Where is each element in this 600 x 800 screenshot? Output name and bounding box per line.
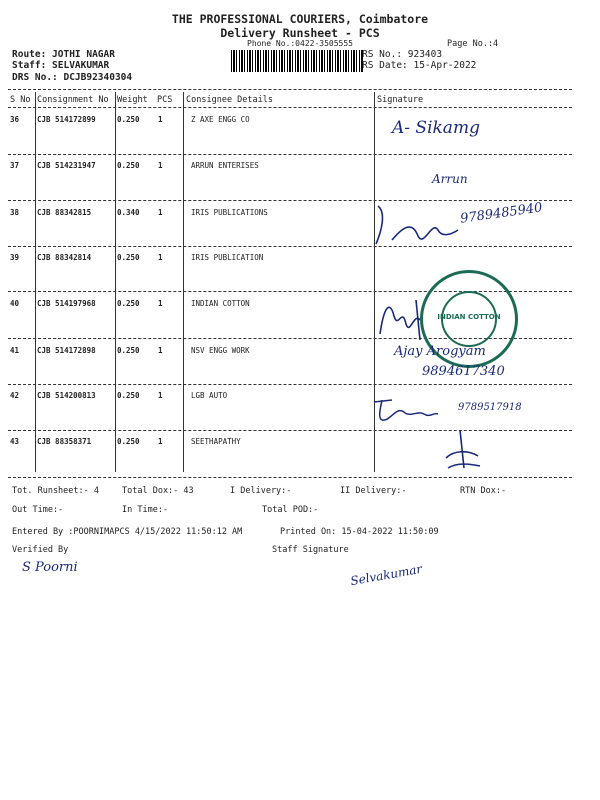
row-pcs: 1 [158, 391, 163, 400]
printed-on: Printed On: 15-04-2022 11:50:09 [280, 527, 439, 537]
row-weight: 0.340 [117, 208, 140, 217]
row-pcs: 1 [158, 253, 163, 262]
column-header-consignee: Consignee Details [186, 95, 273, 105]
row-rule [8, 154, 572, 155]
staff-signature: Selvakumar [349, 561, 424, 589]
signature-row-36: A- Sikamg [392, 118, 480, 138]
column-divider [115, 92, 116, 472]
total-runsheet: Tot. Runsheet:- 4 [12, 486, 99, 496]
row-weight: 0.250 [117, 253, 140, 262]
row-weight: 0.250 [117, 161, 140, 170]
row-consignee: INDIAN COTTON [191, 299, 250, 308]
row-sno: 39 [10, 253, 20, 262]
route: Route: JOTHI NAGAR [12, 49, 115, 60]
row-consignment: CJB 88342815 [37, 208, 92, 217]
row-pcs: 1 [158, 437, 163, 446]
phone-number: Phone No.:0422-3505555 [247, 39, 353, 48]
row-rule [8, 430, 572, 431]
total-dox: Total Dox:- 43 [122, 486, 194, 496]
row-sno: 38 [10, 208, 20, 217]
row-consignee: IRIS PUBLICATION [191, 253, 264, 262]
row-pcs: 1 [158, 208, 163, 217]
row-consignment: CJB 514197968 [37, 299, 96, 308]
row-pcs: 1 [158, 161, 163, 170]
row-rule [8, 384, 572, 385]
column-header-weight: Weight [117, 95, 148, 105]
row-consignment: CJB 88342814 [37, 253, 92, 262]
signature-row-37: Arrun [432, 172, 468, 186]
rs-number: RS No.: 923403 [362, 49, 443, 60]
row-weight: 0.250 [117, 299, 140, 308]
row-consignment: CJB 514172898 [37, 346, 96, 355]
document-title: Delivery Runsheet - PCS [220, 26, 380, 40]
row-consignment: CJB 514200813 [37, 391, 96, 400]
row-consignment: CJB 514172899 [37, 115, 96, 124]
row-consignee: SEETHAPATHY [191, 437, 241, 446]
staff: Staff: SELVAKUMAR [12, 60, 110, 71]
verified-by-signature: S Poorni [22, 560, 78, 575]
i-delivery: I Delivery:- [230, 486, 292, 496]
row-sno: 36 [10, 115, 20, 124]
stamp-text: INDIAN COTTON [437, 313, 501, 321]
row-consignee: Z AXE ENGG CO [191, 115, 250, 124]
page-number: Page No.:4 [447, 39, 499, 49]
row-consignment: CJB 88358371 [37, 437, 92, 446]
row-weight: 0.250 [117, 115, 140, 124]
row-sno: 43 [10, 437, 20, 446]
in-time: In Time:- [122, 505, 169, 515]
row-consignment: CJB 514231947 [37, 161, 96, 170]
table-bottom-rule [8, 477, 572, 478]
row-sno: 41 [10, 346, 20, 355]
row-weight: 0.250 [117, 391, 140, 400]
rs-date: RS Date: 15-Apr-2022 [362, 60, 477, 71]
row-sno: 42 [10, 391, 20, 400]
signature-row-41: Ajay Arogyam [394, 344, 486, 359]
scribble-signature-38 [372, 200, 462, 260]
rtn-dox: RTN Dox:- [460, 486, 507, 496]
barcode [231, 50, 363, 72]
signature-row-42-phone: 9789517918 [458, 402, 522, 413]
row-consignee: LGB AUTO [191, 391, 228, 400]
row-sno: 40 [10, 299, 20, 308]
row-consignee: ARRUN ENTERISES [191, 161, 259, 170]
column-header-pcs: PCS [157, 95, 173, 105]
column-header-signature: Signature [377, 95, 424, 105]
row-pcs: 1 [158, 299, 163, 308]
row-rule [8, 246, 572, 247]
column-divider [183, 92, 184, 472]
total-pod: Total POD:- [262, 505, 319, 515]
company-name: THE PROFESSIONAL COURIERS, Coimbatore [171, 12, 429, 26]
row-sno: 37 [10, 161, 20, 170]
staff-signature-label: Staff Signature [272, 545, 349, 555]
verified-by-label: Verified By [12, 545, 69, 555]
column-header-sno: S No [10, 95, 31, 105]
signature-row-38: 9789485940 [459, 200, 544, 227]
table-header-rule [8, 107, 572, 108]
row-consignee: NSV ENGG WORK [191, 346, 250, 355]
column-divider [35, 92, 36, 472]
row-rule [8, 200, 572, 201]
row-pcs: 1 [158, 115, 163, 124]
row-pcs: 1 [158, 346, 163, 355]
scribble-signature-43 [440, 428, 484, 474]
column-header-consignment: Consignment No [37, 95, 109, 105]
signature-row-41-phone: 9894617340 [422, 364, 505, 379]
row-weight: 0.250 [117, 437, 140, 446]
row-weight: 0.250 [117, 346, 140, 355]
drs-number: DRS No.: DCJB92340304 [12, 72, 133, 83]
scribble-signature-42 [370, 396, 440, 424]
row-consignee: IRIS PUBLICATIONS [191, 208, 268, 217]
out-time: Out Time:- [12, 505, 64, 515]
entered-by: Entered By :POORNIMAPCS 4/15/2022 11:50:12 AM [12, 527, 243, 537]
ii-delivery: II Delivery:- [340, 486, 407, 496]
table-top-rule [8, 89, 572, 90]
